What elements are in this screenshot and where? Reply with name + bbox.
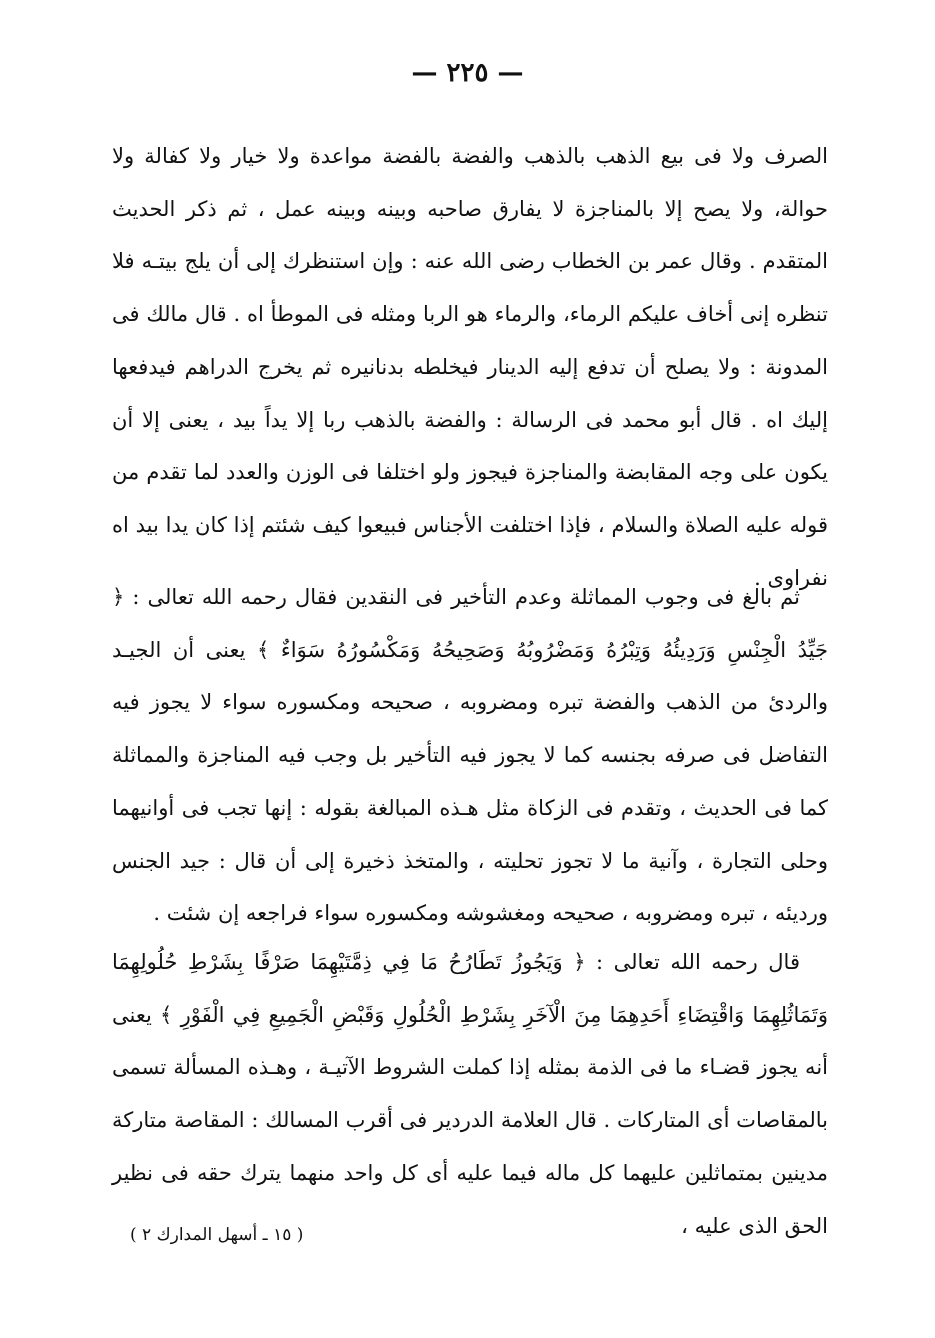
paragraph-3: قال رحمه الله تعالى : ﴿ وَيَجُوزُ تَطَارُحُ مَا فِي ذِمَّتَيْهِمَا صَرْفًا بِشَرْطِ حُلُولِهِمَا وَتَمَاثُلِهِمَا وَاقْتِضَاءِ أَحَدِهِمَا مِنَ الْآخَرِ بِشَرْطِ الْحُلُولِ وَقَبْضِ الْجَمِيعِ فِي الْفَوْرِ ﴾ يعنى أنه يجوز قضـاء ما فى الذمة بمثله إذا كملت الشروط الآتيـة ، وهـذه المسألة تسمى بالمقاصات أى المتاركات . قال العلامة الدردير فى أقرب المسالك : المقاصة متاركة مدينين بمتماثلين عليهما كل ماله فيما عليه أى كل واحد منهما يترك حقه فى نظير الحق الذى عليه ،	[112, 950, 828, 1238]
paragraph-1: الصرف ولا فى بيع الذهب بالذهب والفضة بالفضة مواعدة ولا خيار ولا كفالة ولا حوالة، ولا يصح إلا بالمناجزة لا يفارق صاحبه وبينه وبينه عمل ، ثم ذكر الحديث المتقدم . وقال عمر بن الخطاب رضى الله عنه : وإن استنظرك إلى أن يلج بيتـه فلا تنظره إنى أخاف عليكم الرماء، والرماء هو الربا ومثله فى الموطأ اه . قال مالك فى المدونة : ولا يصلح أن تدفع إليه الدينار فيخلطه بدنانيره ثم يخرج الدراهم فيدفعها إليك اه . قال أبو محمد فى الرسالة : والفضة بالذهب ربا إلا يداً بيد ، يعنى إلا أن يكون على وجه المقابضة والمناجزة فيجوز ولو اختلفا فى الوزن والعدد لما تقدم من قوله عليه الصلاة والسلام ، فإذا اختلفت الأجناس فبيعوا كيف شئتم إذا كان يدا بيد اه نفراوى .	[112, 144, 828, 590]
paragraph-2: ثم بالغ فى وجوب المماثلة وعدم التأخير فى النقدين فقال رحمه الله تعالى : ﴿ جَيِّدُ الْجِنْسِ وَرَدِيئُهُ وَتِبْرُهُ وَمَضْرُوبُهُ وَصَحِيحُهُ وَمَكْسُورُهُ سَوَاءٌ ﴾ يعنى أن الجيـد والردئ من الذهب والفضة تبره ومضروبه ، صحيحه ومكسوره سواء لا يجوز فيه التفاضل فى صرفه بجنسه كما لا يجوز فيه التأخير بل وجب فيه المناجزة والمماثلة كما فى الحديث ، وتقدم فى الزكاة مثل هـذه المبالغة بقوله : إنها تجب فى أوانيهما وحلى التجارة ، وآنية ما لا تجوز تحليته ، والمتخذ ذخيرة إلى أن قال : جيد الجنس ورديئه ، تبره ومضروبه ، صحيحه ومغشوشه ومكسوره سواء فراجعه إن شئت .	[112, 585, 828, 926]
footer-signature: ( ١٥ ـ أسهل المدارك ٢ )	[130, 1225, 304, 1245]
page-number: — ٢٢٥ —	[411, 58, 524, 88]
